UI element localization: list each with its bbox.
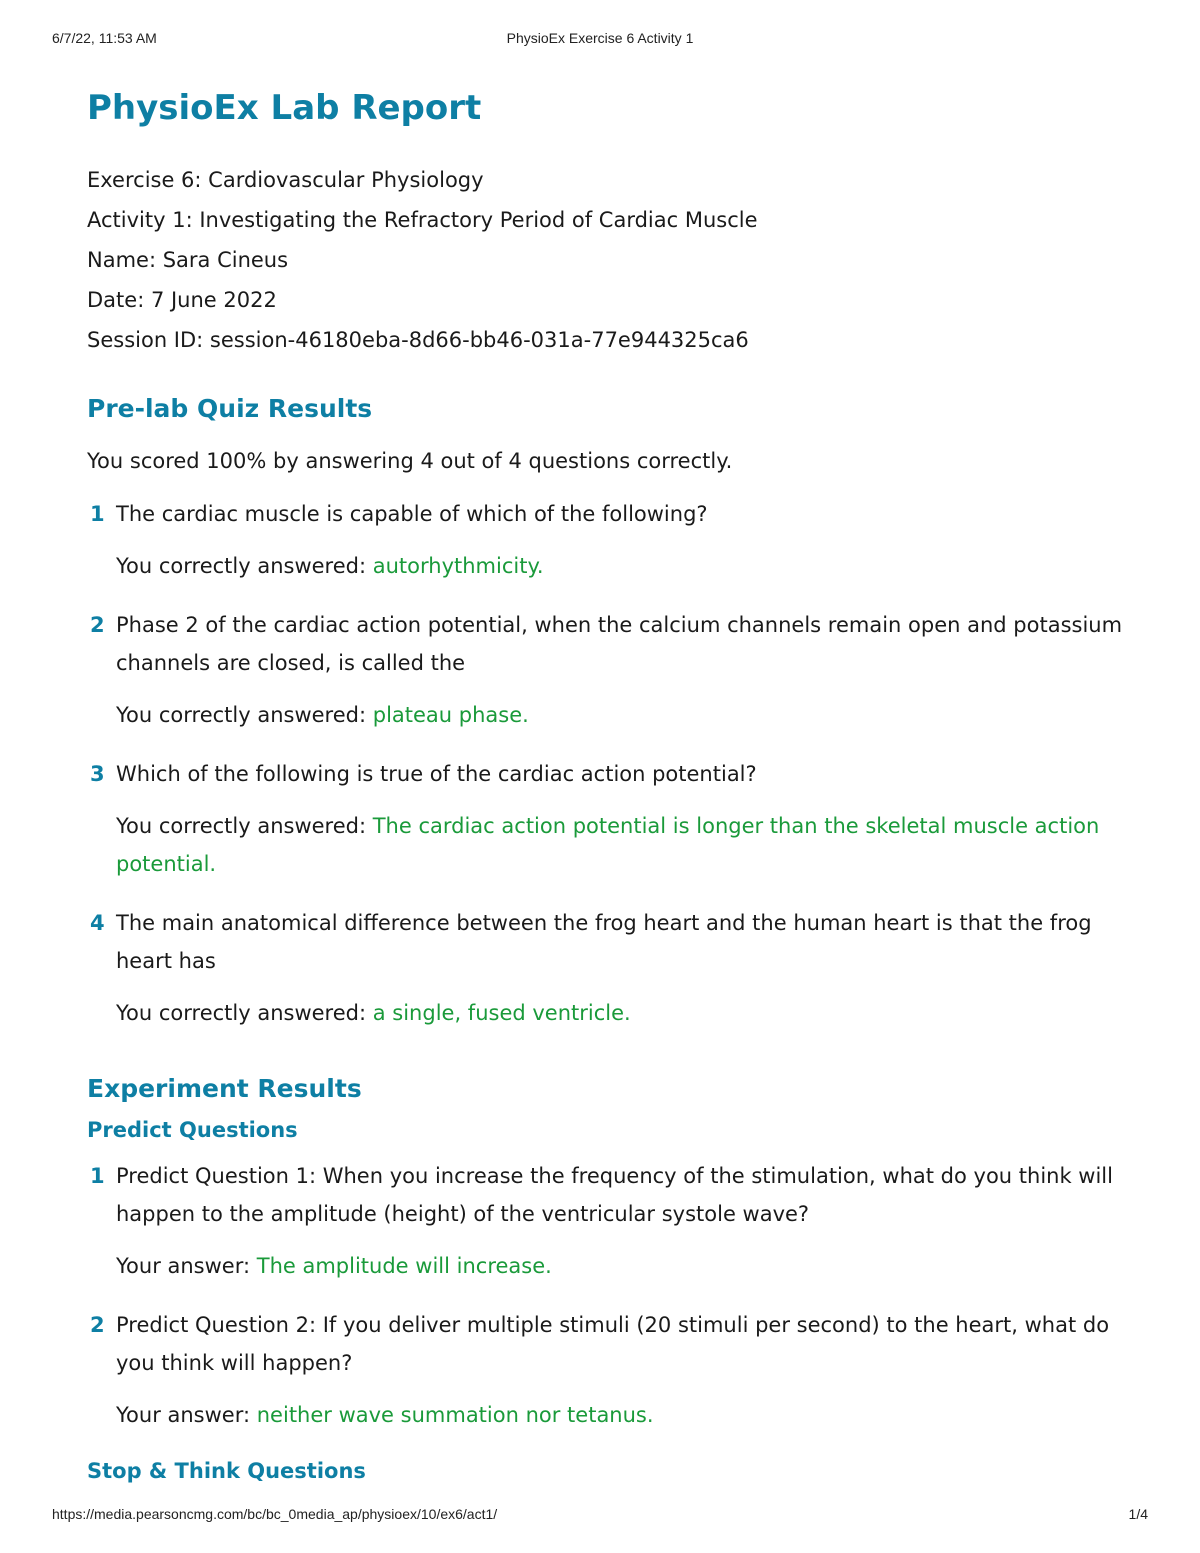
- question-text: Predict Question 1: When you increase the frequency of the stimulation, what do you think will happen to the amplitude (height) of the ventricular systole wave?: [116, 1164, 1113, 1226]
- predict-questions-heading: Predict Questions: [87, 1118, 298, 1142]
- correct-answer: plateau phase.: [372, 703, 529, 727]
- prelab-question: [87, 495, 1147, 585]
- answer-line: [116, 696, 1147, 734]
- correct-answer: autorhythmicity.: [372, 554, 544, 578]
- answer-prefix: Your answer:: [116, 1254, 257, 1278]
- answer-line: [116, 1247, 1147, 1285]
- report-title: PhysioEx Lab Report: [87, 88, 482, 128]
- question-number: 2: [90, 1313, 105, 1337]
- predict-question: [87, 1306, 1147, 1434]
- predict-question: [87, 1157, 1147, 1285]
- correct-answer: The cardiac action potential is longer than the skeletal muscle action potential.: [116, 814, 1100, 876]
- question-number: 3: [90, 762, 105, 786]
- question-number: 1: [90, 1164, 105, 1188]
- your-answer: neither wave summation nor tetanus.: [256, 1403, 654, 1427]
- print-url: https://media.pearsoncmg.com/bc/bc_0media_ap/physioex/10/ex6/act1/: [52, 1506, 498, 1522]
- answer-prefix: You correctly answered:: [116, 703, 373, 727]
- print-footer: [0, 1506, 1200, 1526]
- prelab-question: [87, 904, 1147, 1032]
- prelab-heading: Pre-lab Quiz Results: [87, 394, 373, 423]
- print-header: [0, 30, 1200, 50]
- question-text: The cardiac muscle is capable of which of the following?: [116, 502, 708, 526]
- session-id-line: Session ID: session-46180eba-8d66-bb46-031a-77e944325ca6: [87, 328, 749, 352]
- correct-answer: a single, fused ventricle.: [372, 1001, 631, 1025]
- print-page-title: PhysioEx Exercise 6 Activity 1: [506, 30, 694, 46]
- answer-prefix: Your answer:: [116, 1403, 257, 1427]
- answer-prefix: You correctly answered:: [116, 554, 373, 578]
- answer-prefix: You correctly answered:: [116, 814, 373, 838]
- page-number: 1/4: [1128, 1506, 1148, 1522]
- date-line: Date: 7 June 2022: [87, 288, 277, 312]
- stop-think-heading: Stop & Think Questions: [87, 1459, 366, 1483]
- exercise-line: Exercise 6: Cardiovascular Physiology: [87, 168, 484, 192]
- question-text: Phase 2 of the cardiac action potential, when the calcium channels remain open and potassium channels are closed, is called the: [116, 613, 1123, 675]
- question-text: Which of the following is true of the cardiac action potential?: [116, 762, 757, 786]
- question-number: 2: [90, 613, 105, 637]
- answer-prefix: You correctly answered:: [116, 1001, 373, 1025]
- answer-line: [116, 807, 1147, 883]
- report-meta: [87, 160, 1147, 360]
- question-text: Predict Question 2: If you deliver multiple stimuli (20 stimuli per second) to the heart, what do you think will happen?: [116, 1313, 1110, 1375]
- question-number: 1: [90, 502, 105, 526]
- prelab-score: You scored 100% by answering 4 out of 4 questions correctly.: [87, 449, 733, 473]
- answer-line: [116, 994, 1147, 1032]
- prelab-question: [87, 755, 1147, 883]
- question-number: 4: [90, 911, 105, 935]
- print-datetime: 6/7/22, 11:53 AM: [52, 30, 157, 46]
- question-text: The main anatomical difference between the frog heart and the human heart is that the frog heart has: [116, 911, 1092, 973]
- activity-line: Activity 1: Investigating the Refractory Period of Cardiac Muscle: [87, 208, 758, 232]
- prelab-question: [87, 606, 1147, 734]
- report-content: [87, 86, 1147, 1486]
- experiment-results-heading: Experiment Results: [87, 1074, 362, 1103]
- name-line: Name: Sara Cineus: [87, 248, 289, 272]
- your-answer: The amplitude will increase.: [256, 1254, 552, 1278]
- answer-line: [116, 1396, 1147, 1434]
- answer-line: [116, 547, 1147, 585]
